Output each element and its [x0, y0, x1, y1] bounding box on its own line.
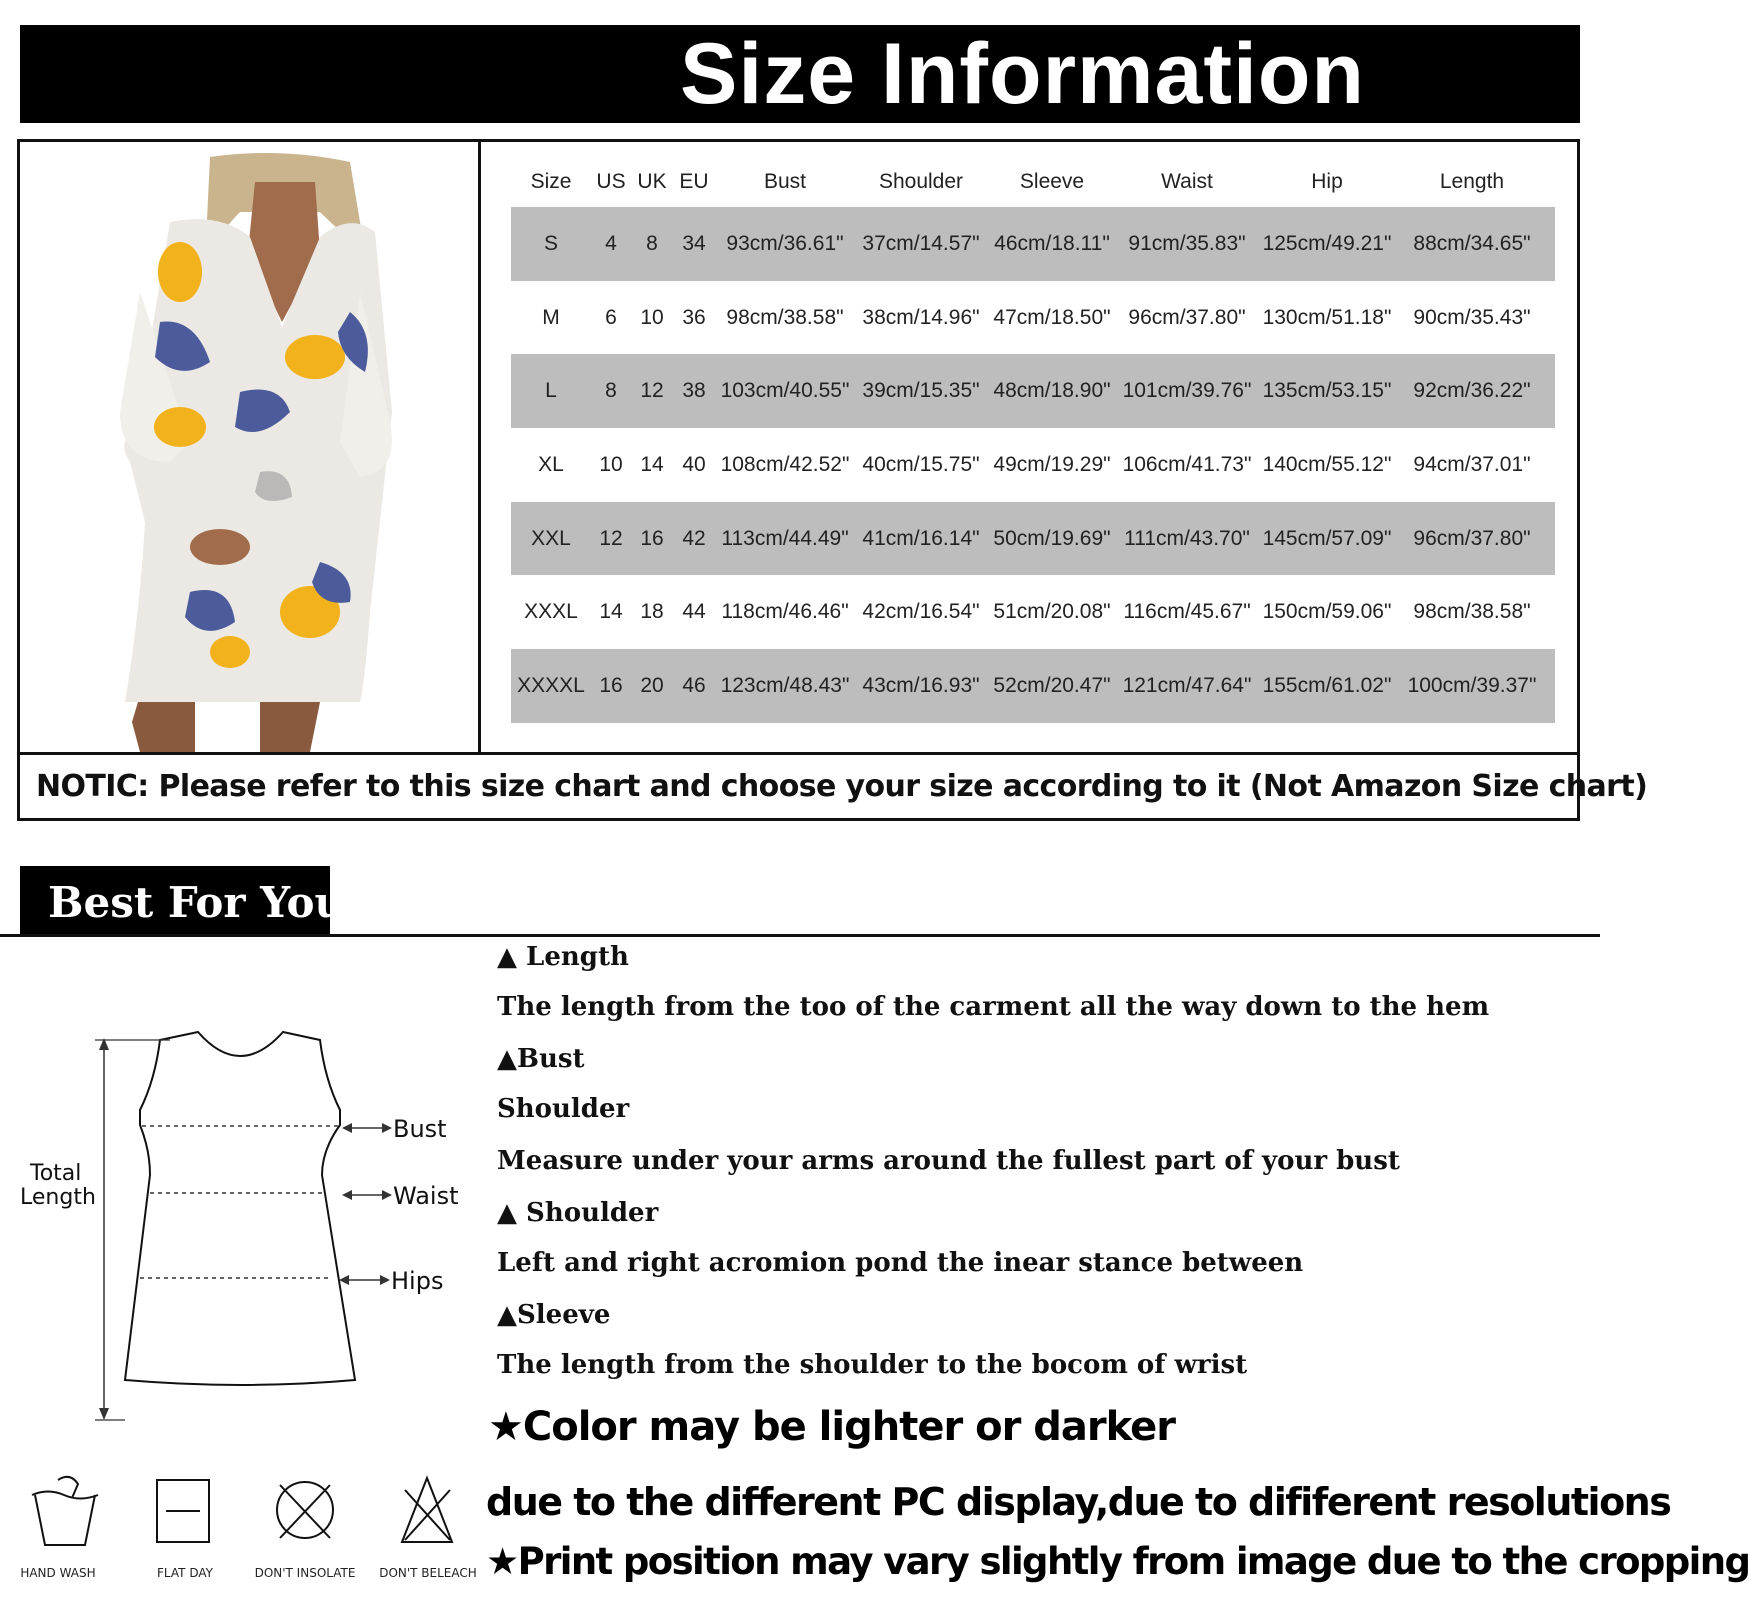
table-cell: 52cm/20.47"	[993, 673, 1111, 697]
table-row	[511, 428, 1555, 502]
table-cell: 103cm/40.55"	[720, 379, 850, 403]
table-row	[511, 649, 1555, 723]
display-note: due to the different PC display,due to dififerent resolutions	[486, 1480, 1671, 1524]
table-cell: 108cm/42.52"	[720, 452, 850, 476]
table-cell: 36	[682, 305, 706, 329]
table-cell: 18	[640, 600, 664, 624]
table-row	[511, 502, 1555, 576]
column-header: US	[596, 170, 626, 193]
table-cell: XXL	[531, 526, 571, 550]
table-cell: 40	[682, 452, 706, 476]
table-cell: 118cm/46.46"	[721, 600, 849, 624]
table-cell: 34	[682, 231, 706, 255]
print-position-note: ★Print position may vary slightly from image due to the cropping	[486, 1540, 1749, 1583]
total-length-label-line1: Total	[30, 1161, 82, 1186]
table-cell: 6	[605, 305, 617, 329]
column-header: Waist	[1161, 170, 1213, 193]
column-header: Bust	[763, 170, 807, 193]
best-for-you-tab	[20, 866, 346, 934]
table-cell: L	[545, 379, 557, 403]
table-row	[511, 207, 1555, 281]
size-chart-panel	[17, 139, 1648, 821]
table-cell: 12	[640, 379, 664, 403]
bust-description: Measure under your arms around the fullest part of your bust	[497, 1146, 1400, 1176]
table-cell: 135cm/53.15"	[1262, 379, 1392, 403]
hips-label: Hips	[391, 1267, 444, 1295]
table-cell: 14	[640, 452, 664, 476]
table-cell: 100cm/39.37"	[1407, 673, 1537, 697]
table-cell: 130cm/51.18"	[1262, 305, 1392, 329]
shoulder-heading: ▲ Shoulder	[497, 1198, 659, 1228]
length-description: The length from the too of the carment all the way down to the hem	[497, 992, 1490, 1022]
table-cell: 46cm/18.11"	[994, 231, 1110, 255]
table-cell: 44	[682, 600, 706, 624]
table-row	[511, 354, 1555, 428]
table-cell: 121cm/47.64"	[1122, 673, 1252, 697]
table-cell: 16	[599, 673, 623, 697]
table-cell: 38cm/14.96"	[862, 305, 980, 329]
care-icons	[20, 1470, 480, 1570]
table-cell: 96cm/37.80"	[1413, 526, 1531, 550]
table-cell: 50cm/19.69"	[993, 526, 1111, 550]
table-cell: XL	[538, 452, 564, 476]
size-table	[511, 157, 1555, 723]
flat-dry-label: FLAT DAY	[157, 1566, 213, 1580]
column-header: UK	[637, 170, 667, 193]
dont-bleach-icon	[402, 1478, 452, 1542]
table-cell: 113cm/44.49"	[721, 526, 849, 550]
table-cell: 10	[640, 305, 664, 329]
size-table-cell	[481, 142, 1577, 752]
section-divider	[0, 934, 1600, 937]
column-header: Size	[530, 170, 572, 193]
flat-dry-icon	[157, 1480, 209, 1542]
title-banner	[20, 25, 1580, 123]
hand-wash-label: HAND WASH	[20, 1566, 96, 1580]
table-cell: 116cm/45.67"	[1123, 600, 1251, 624]
column-header: Sleeve	[1019, 170, 1085, 193]
measurement-diagram	[0, 1010, 480, 1430]
product-photo	[20, 142, 481, 752]
table-cell: 16	[640, 526, 664, 550]
table-cell: 140cm/55.12"	[1262, 452, 1392, 476]
table-cell: XXXXL	[517, 673, 585, 697]
table-cell: 43cm/16.93"	[862, 673, 980, 697]
length-heading: ▲ Length	[497, 942, 629, 972]
table-cell: 46	[682, 673, 706, 697]
shoulder-description: Left and right acromion pond the inear stance between	[497, 1248, 1304, 1278]
table-cell: 92cm/36.22"	[1413, 379, 1531, 403]
shoulder-subheading: Shoulder	[497, 1094, 630, 1124]
waist-label: Waist	[393, 1182, 459, 1210]
dont-bleach-label: DON'T BELEACH	[379, 1566, 477, 1580]
table-cell: 51cm/20.08"	[993, 600, 1111, 624]
table-cell: 150cm/59.06"	[1262, 600, 1392, 624]
hand-wash-icon	[32, 1477, 98, 1545]
table-cell: 98cm/38.58"	[726, 305, 844, 329]
dress-model-illustration	[20, 142, 478, 752]
table-cell: 49cm/19.29"	[993, 452, 1111, 476]
table-cell: 155cm/61.02"	[1262, 673, 1392, 697]
table-cell: 47cm/18.50"	[993, 305, 1111, 329]
table-cell: 98cm/38.58"	[1413, 600, 1531, 624]
table-cell: 12	[599, 526, 623, 550]
table-cell: 37cm/14.57"	[862, 231, 980, 255]
table-cell: 93cm/36.61"	[726, 231, 844, 255]
table-cell: 10	[599, 452, 623, 476]
table-cell: XXXL	[524, 600, 578, 624]
total-length-label-line2: Length	[20, 1185, 96, 1210]
table-cell: 48cm/18.90"	[993, 379, 1111, 403]
column-header: Shoulder	[878, 170, 964, 193]
notice-text: NOTIC: Please refer to this size chart and choose your size according to it (Not Amazon Size chart)	[36, 769, 1648, 804]
table-cell: 8	[646, 231, 658, 255]
table-cell: 88cm/34.65"	[1413, 231, 1531, 255]
table-cell: 42	[682, 526, 706, 550]
table-cell: 91cm/35.83"	[1128, 231, 1246, 255]
table-cell: 145cm/57.09"	[1262, 526, 1392, 550]
table-cell: 125cm/49.21"	[1262, 231, 1392, 255]
table-cell: 94cm/37.01"	[1413, 452, 1531, 476]
table-cell: 123cm/48.43"	[720, 673, 850, 697]
dont-insolate-icon	[277, 1482, 333, 1538]
table-cell: 39cm/15.35"	[862, 379, 980, 403]
table-cell: 96cm/37.80"	[1128, 305, 1246, 329]
table-cell: 106cm/41.73"	[1122, 452, 1252, 476]
page-title: Size Information	[680, 26, 1365, 122]
column-header: Length	[1439, 170, 1505, 193]
table-cell: M	[542, 305, 560, 329]
size-table-header	[511, 157, 1555, 207]
table-cell: S	[543, 231, 558, 255]
table-cell: 8	[605, 379, 617, 403]
table-cell: 40cm/15.75"	[862, 452, 980, 476]
table-cell: 4	[605, 231, 617, 255]
table-row	[511, 281, 1555, 355]
table-cell: 41cm/16.14"	[862, 526, 980, 550]
table-cell: 90cm/35.43"	[1413, 305, 1531, 329]
notice-row	[20, 752, 1648, 818]
table-cell: 42cm/16.54"	[862, 600, 980, 624]
table-cell: 38	[682, 379, 706, 403]
table-cell: 101cm/39.76"	[1122, 379, 1252, 403]
table-cell: 111cm/43.70"	[1124, 526, 1250, 550]
bust-heading: ▲Bust	[497, 1044, 585, 1074]
column-header: Hip	[1311, 170, 1343, 193]
bust-label: Bust	[393, 1115, 447, 1143]
table-row	[511, 575, 1555, 649]
table-cell: 14	[599, 600, 623, 624]
table-cell: 20	[640, 673, 664, 697]
column-header: EU	[679, 170, 709, 193]
best-for-you-title: Best For You	[48, 878, 346, 927]
color-note: ★Color may be lighter or darker	[488, 1404, 1175, 1450]
dont-insolate-label: DON'T INSOLATE	[254, 1566, 356, 1580]
sleeve-description: The length from the shoulder to the bocom of wrist	[497, 1350, 1248, 1380]
sleeve-heading: ▲Sleeve	[497, 1300, 611, 1330]
